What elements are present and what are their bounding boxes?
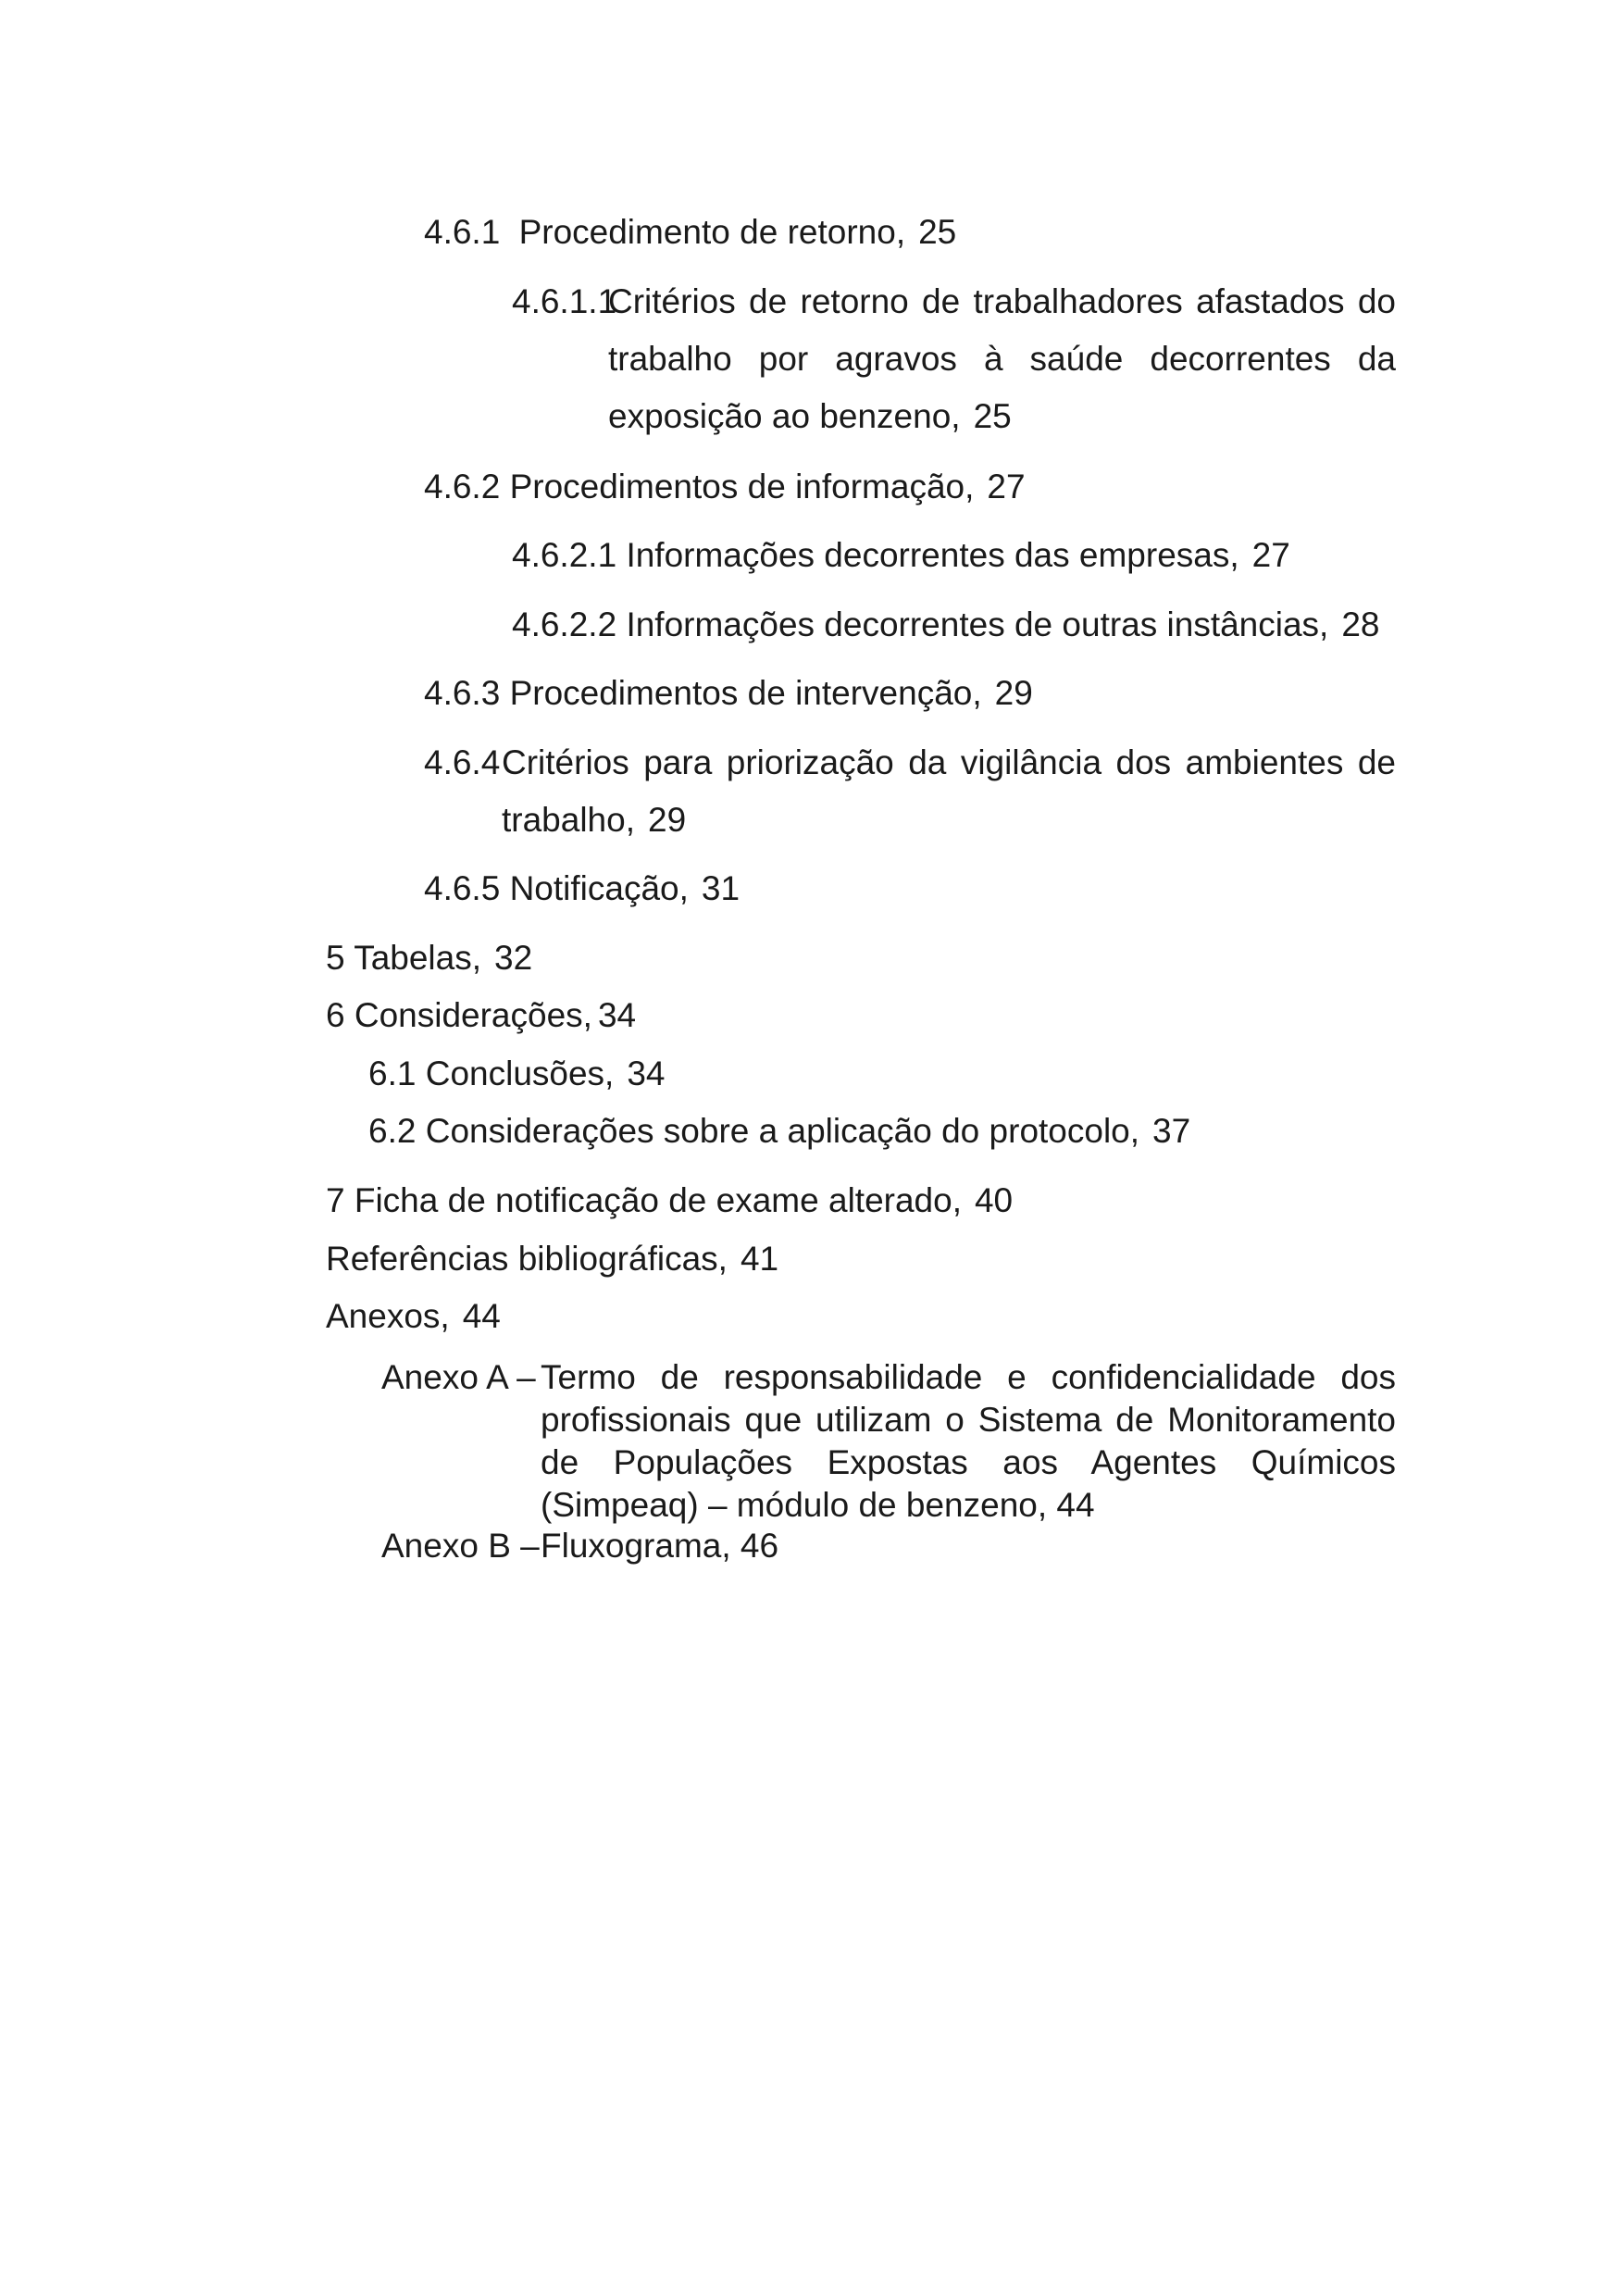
- toc-entry-5: [326, 930, 532, 987]
- toc-page-number: 25: [973, 397, 1012, 435]
- toc-page-number: 28: [1341, 605, 1380, 643]
- toc-number: 4.6.5: [424, 869, 501, 907]
- toc-title: Considerações sobre a aplicação do protocolo,: [425, 1112, 1140, 1150]
- toc-entry-4-6-4: [424, 734, 1396, 849]
- toc-entry-anexo-b: [381, 1525, 1396, 1567]
- toc-title: Critérios de retorno de trabalhadores afastados do trabalho por agravos à saúde decorrentes da exposição ao benzeno,: [608, 282, 1396, 435]
- toc-title: Procedimentos de intervenção,: [509, 674, 982, 712]
- toc-title: Notificação,: [509, 869, 689, 907]
- toc-entry-4-6-2-2: [512, 596, 1380, 654]
- toc-number: 5: [326, 939, 345, 977]
- toc-title: Considerações,: [354, 996, 592, 1034]
- toc-page-number: 29: [648, 801, 687, 839]
- toc-title: Referências bibliográficas,: [326, 1240, 728, 1278]
- toc-page-number: 25: [918, 213, 957, 251]
- toc-title: Anexos,: [326, 1297, 450, 1335]
- toc-page-number: 40: [974, 1181, 1014, 1219]
- toc-page-number: 27: [987, 468, 1026, 505]
- toc-title: Informações decorrentes das empresas,: [626, 536, 1239, 574]
- toc-number: 6.1: [368, 1054, 417, 1092]
- toc-annex-label: Anexo B –: [381, 1527, 540, 1565]
- toc-number: 4.6.1.1: [512, 282, 617, 320]
- toc-page-number: 34: [597, 996, 637, 1034]
- toc-entry-6-2: [368, 1103, 1190, 1160]
- toc-title: Conclusões,: [425, 1054, 615, 1092]
- toc-entry-7: [326, 1172, 1013, 1229]
- toc-title: Critérios para priorização da vigilância dos ambientes de trabalho,: [502, 743, 1396, 839]
- toc-number: 4.6.4: [424, 743, 501, 781]
- toc-page-number: 34: [627, 1054, 666, 1092]
- toc-title: Ficha de notificação de exame alterado,: [354, 1181, 962, 1219]
- toc-number: 4.6.3: [424, 674, 501, 712]
- toc-page-number: 41: [740, 1240, 779, 1278]
- toc-annex-label: Anexo A –: [381, 1358, 536, 1396]
- toc-entry-6-1: [368, 1045, 665, 1103]
- toc-number: 6: [326, 996, 345, 1034]
- toc-page-number: 27: [1251, 536, 1290, 574]
- toc-page-number: 44: [462, 1297, 501, 1335]
- toc-page-number: 31: [701, 869, 741, 907]
- toc-number: 4.6.1: [424, 213, 501, 251]
- toc-entry-anexo-a: [381, 1356, 1396, 1527]
- toc-title: Procedimentos de informação,: [509, 468, 975, 505]
- toc-number: 6.2: [368, 1112, 417, 1150]
- toc-number: 4.6.2.1: [512, 536, 617, 574]
- toc-number: 4.6.2.2: [512, 605, 617, 643]
- toc-title: Fluxograma, 46: [541, 1527, 779, 1565]
- toc-entry-4-6-5: [424, 860, 740, 917]
- toc-number: 4.6.2: [424, 468, 501, 505]
- toc-title: Informações decorrentes de outras instâncias,: [626, 605, 1329, 643]
- toc-title: Tabelas,: [354, 939, 482, 977]
- toc-number: 7: [326, 1181, 345, 1219]
- toc-entry-6: [326, 987, 636, 1044]
- toc-entry-4-6-3: [424, 665, 1033, 722]
- toc-title: Procedimento de retorno,: [518, 213, 906, 251]
- toc-title: Termo de responsabilidade e confidencialidade dos profissionais que utilizam o Sistema de Monitoramento de Populações Expostas aos Agentes Químicos (Simpeaq) – módulo de benzeno, 44: [541, 1358, 1396, 1524]
- toc-entry-4-6-2: [424, 458, 1026, 516]
- toc-entry-4-6-1-1: [512, 273, 1396, 445]
- toc-entry-4-6-1: [424, 204, 956, 261]
- toc-entry-anexos: [326, 1288, 501, 1345]
- toc-page-number: 32: [494, 939, 533, 977]
- toc-page-number: 37: [1152, 1112, 1191, 1150]
- toc-entry-referencias: [326, 1230, 778, 1288]
- toc-page-number: 29: [994, 674, 1033, 712]
- toc-entry-4-6-2-1: [512, 527, 1290, 584]
